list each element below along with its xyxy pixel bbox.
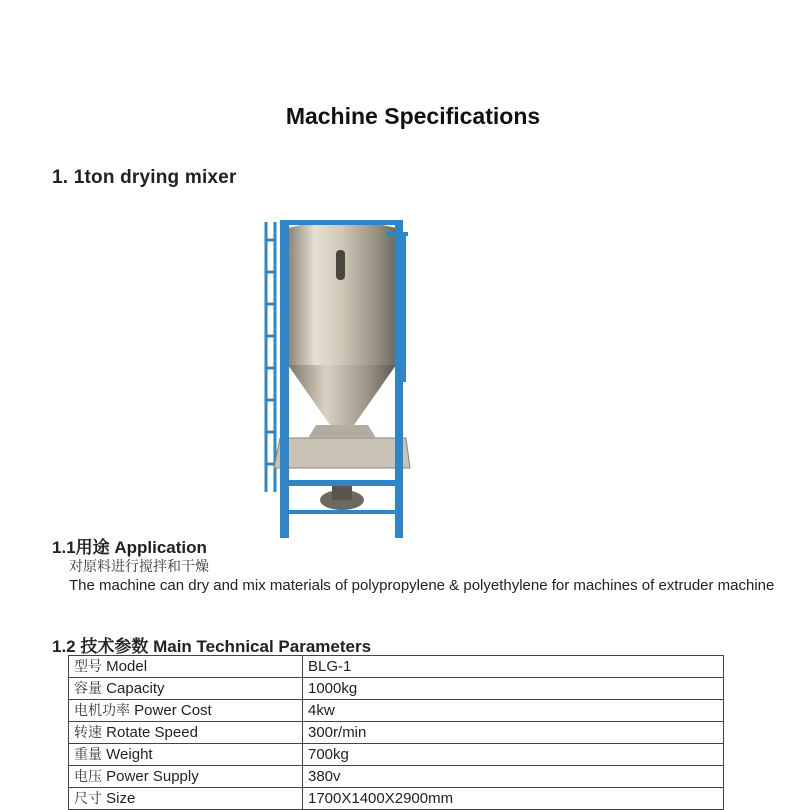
table-row bbox=[69, 744, 724, 766]
param-label-english: Power Cost bbox=[134, 701, 212, 719]
param-label-english: Power Supply bbox=[106, 767, 199, 785]
param-label-chinese: 转速 bbox=[74, 724, 102, 741]
param-label-chinese: 重量 bbox=[74, 746, 102, 763]
table-row bbox=[69, 722, 724, 744]
param-label-english: Weight bbox=[106, 745, 153, 763]
param-value: 700kg bbox=[303, 744, 724, 766]
param-label-chinese: 电机功率 bbox=[74, 702, 130, 719]
param-label-english: Size bbox=[106, 789, 136, 807]
param-label bbox=[69, 766, 303, 788]
param-label bbox=[69, 700, 303, 722]
table-row bbox=[69, 766, 724, 788]
table-row bbox=[69, 656, 724, 678]
param-label bbox=[69, 788, 303, 810]
param-value: 1700X1400X2900mm bbox=[303, 788, 724, 810]
param-label bbox=[69, 656, 303, 678]
param-label bbox=[69, 678, 303, 700]
page-title: Machine Specifications bbox=[285, 103, 541, 129]
application-text-chinese: 对原料进行搅拌和干燥 bbox=[69, 559, 209, 575]
param-label-chinese: 型号 bbox=[74, 658, 102, 675]
param-label-english: Rotate Speed bbox=[106, 723, 198, 741]
param-label bbox=[69, 744, 303, 766]
param-label-chinese: 电压 bbox=[74, 768, 102, 785]
application-text-english: The machine can dry and mix materials of polypropylene & polyethylene for machines of extruder machine bbox=[69, 577, 775, 594]
param-value: BLG-1 bbox=[303, 656, 724, 678]
application-heading: 1.1用途 Application bbox=[52, 538, 207, 557]
parameters-table bbox=[68, 655, 724, 810]
param-value: 1000kg bbox=[303, 678, 724, 700]
param-value: 4kw bbox=[303, 700, 724, 722]
drying-mixer-photo bbox=[258, 210, 418, 542]
table-row bbox=[69, 700, 724, 722]
table-row bbox=[69, 678, 724, 700]
param-label-english: Model bbox=[106, 657, 148, 675]
param-label-english: Capacity bbox=[106, 679, 165, 697]
param-label bbox=[69, 722, 303, 744]
param-label-chinese: 尺寸 bbox=[74, 790, 102, 807]
table-row bbox=[69, 788, 724, 810]
param-value: 380v bbox=[303, 766, 724, 788]
param-label-chinese: 容量 bbox=[74, 680, 102, 697]
parameters-heading: 1.2 技术参数 Main Technical Parameters bbox=[52, 637, 372, 656]
section-heading: 1. 1ton drying mixer bbox=[52, 167, 237, 188]
param-value: 300r/min bbox=[303, 722, 724, 744]
